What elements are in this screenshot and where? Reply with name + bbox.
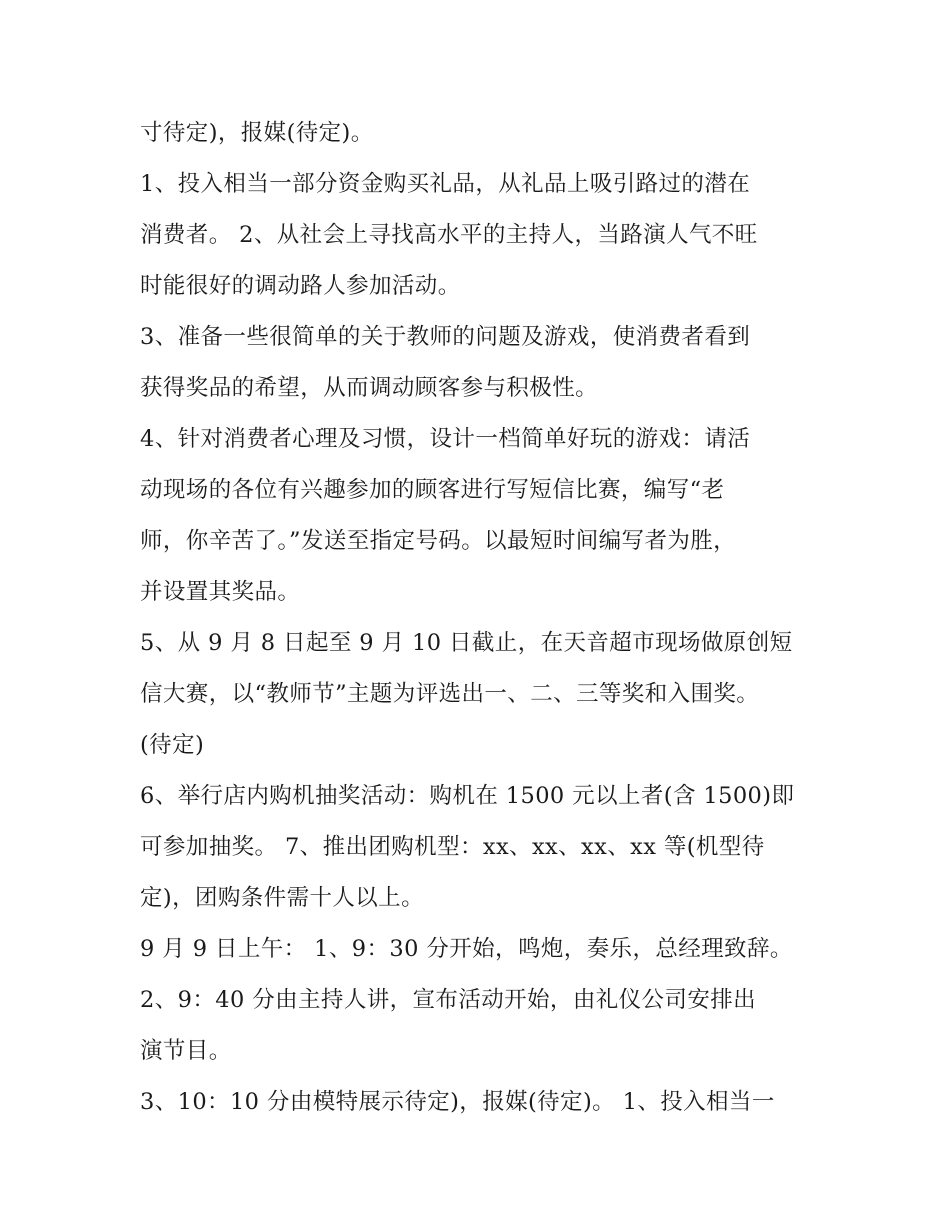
- text-line-17: 9 月 9 日上午： 1、9：30 分开始，鸣炮，奏乐，总经理致辞。: [140, 936, 793, 962]
- text-line-2: 1、投入相当一部分资金购买礼品，从礼品上吸引路过的潜在: [140, 171, 751, 197]
- text-line-12: 信大赛，以“教师节”主题为评选出一、二、三等奖和入围奖。: [140, 681, 760, 707]
- text-line-4: 时能很好的调动路人参加活动。: [140, 273, 461, 299]
- text-line-10: 并设置其奖品。: [140, 579, 301, 605]
- text-line-13: (待定): [140, 732, 205, 758]
- text-line-8: 动现场的各位有兴趣参加的顾客进行写短信比赛，编写“老: [140, 477, 725, 503]
- text-line-1: 寸待定)，报媒(待定)。: [140, 120, 374, 146]
- text-line-9: 师，你辛苦了。”发送至指定号码。以最短时间编写者为胜，: [140, 528, 737, 554]
- text-line-19: 演节目。: [140, 1038, 232, 1064]
- document-body: [140, 108, 840, 1128]
- text-line-20: 3、10：10 分由模特展示待定)，报媒(待定)。 1、投入相当一: [140, 1089, 775, 1115]
- text-line-14: 6、举行店内购机抽奖活动：购机在 1500 元以上者(含 1500)即: [140, 783, 795, 809]
- text-line-15: 可参加抽奖。 7、推出团购机型：xx、xx、xx、xx 等(机型待: [140, 834, 765, 860]
- text-line-7: 4、针对消费者心理及习惯，设计一档简单好玩的游戏：请活: [140, 426, 751, 452]
- text-line-11: 5、从 9 月 8 日起至 9 月 10 日截止，在天音超市现场做原创短: [140, 630, 793, 656]
- text-line-16: 定)，团购条件需十人以上。: [140, 885, 424, 911]
- text-line-6: 获得奖品的希望，从而调动顾客参与积极性。: [140, 375, 599, 401]
- text-line-5: 3、准备一些很简单的关于教师的问题及游戏，使消费者看到: [140, 324, 751, 350]
- text-line-3: 消费者。 2、从社会上寻找高水平的主持人，当路演人气不旺: [140, 222, 758, 248]
- text-line-18: 2、9：40 分由主持人讲，宣布活动开始，由礼仪公司安排出: [140, 987, 757, 1013]
